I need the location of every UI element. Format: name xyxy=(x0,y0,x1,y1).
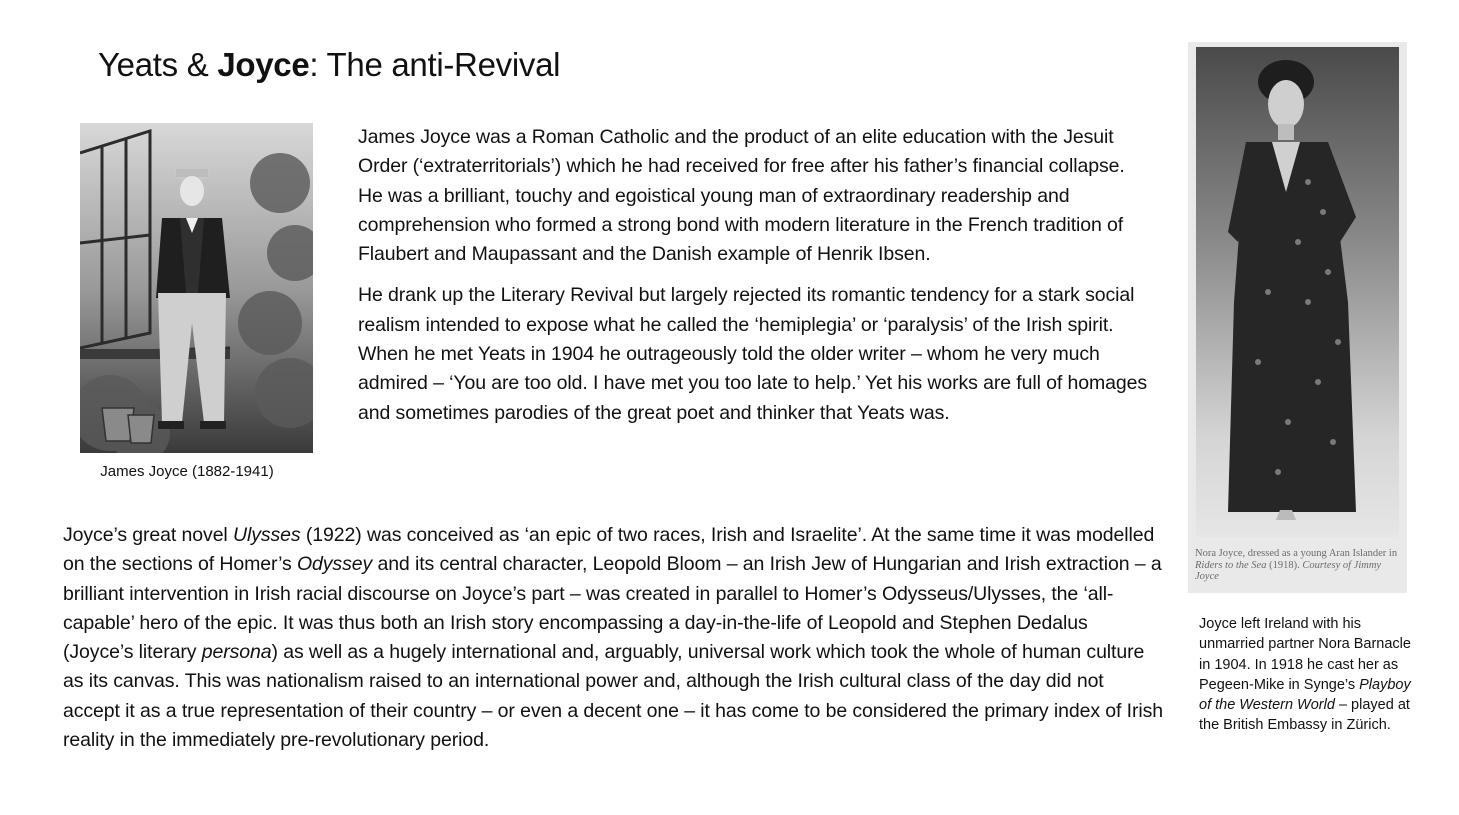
intro-paragraph: James Joyce was a Roman Catholic and the product of an elite education with the Jesuit Order (‘extraterritorials’) which he had received for free after his father’s financial collapse. He was a brilliant, touchy and egoistical young man of extraordinary readership and comprehension who formed a strong bond with modern literature in the French tradition of Flaubert and Maupassant and the Danish example of Henrik Ibsen. xyxy=(358,126,1125,266)
james-joyce-caption: James Joyce (1882-1941) xyxy=(100,463,274,480)
intro-paragraph: He drank up the Literary Revival but largely rejected its romantic tendency for a stark social realism intended to expose what he called the ‘hemiplegia’ or ‘paralysis’ of the Irish spirit. When he met Yeats in 1904 he outrageously told the older writer – whom he very much admired – ‘You are too old. I have met you too late to help.’ Yet his works are full of homages and sometimes parodies of the great poet and thinker that Yeats was. xyxy=(358,284,1148,424)
slide-title: Yeats & Joyce: The anti-Revival xyxy=(98,46,561,83)
nora-joyce-scan-caption: Nora Joyce, dressed as a young Aran Islander in Riders to the Sea (1918). Courtesy of Jimmy Joyce xyxy=(1195,548,1398,582)
intro-text xyxy=(358,123,1148,428)
ulysses-paragraph: Joyce’s great novel Ulysses (1922) was conceived as ‘an epic of two races, Irish and Israelite’. At the same time it was modelled on the sections of Homer’s Odyssey and its central character, Leopold Bloom – an Irish Jew of Hungarian and Irish extraction – a brilliant intervention in Irish racial discourse on Joyce’s part – was created in parallel to Homer’s Odysseus/Ulysses, the ‘all-capable’ hero of the epic. It was thus both an Irish story encompassing a day-in-the-life of Leopold and Stephen Dedalus (Joyce’s literary persona) as well as a hugely international and, arguably, universal work which took the whole of human culture as its canvas. This was nationalism raised to an international power and, although the Irish cultural class of the day did not accept it as a true representation of their country – or even a decent one – it has come to be considered the primary index of Irish reality in the immediately pre-revolutionary period. xyxy=(63,524,1164,752)
nora-joyce-photo xyxy=(1188,42,1407,593)
nora-joyce-note: Joyce left Ireland with his unmarried partner Nora Barnacle in 1904. In 1918 he cast her as Pegeen-Mike in Synge’s Playboy of the Western World – played at the British Embassy in Zürich. xyxy=(1199,616,1411,734)
james-joyce-photo xyxy=(80,123,313,453)
